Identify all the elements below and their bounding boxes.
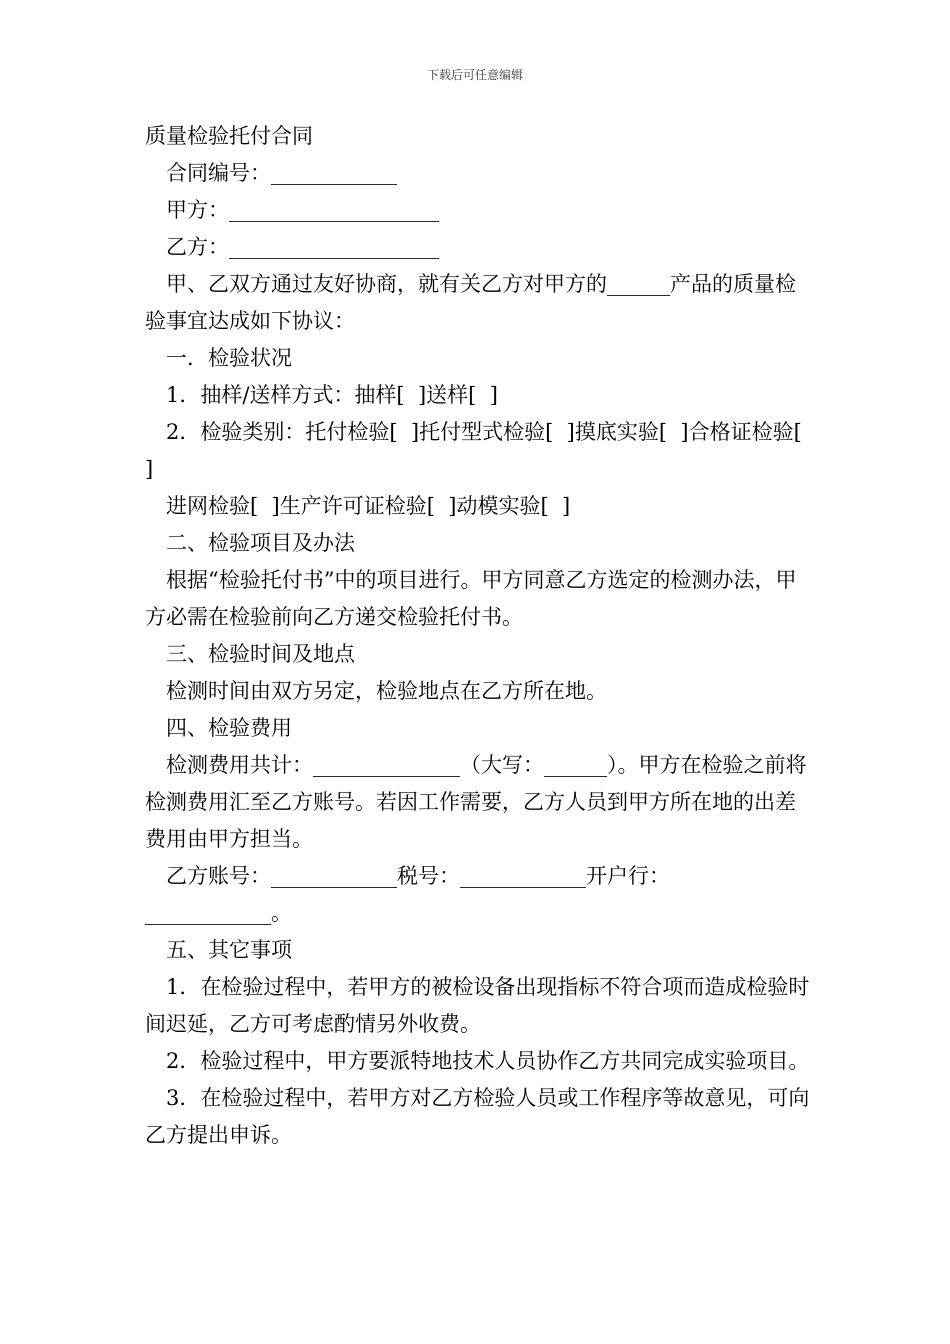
document-body (145, 118, 816, 1154)
section-4-heading: 四、检验费用 (166, 716, 292, 740)
section-4-paragraph: 检测费用共计：______________（大写：______）。甲方在检验之前将检测费用汇至乙方账号。若因工作需要，乙方人员到甲方所在地的出差费用由甲方担当。 (145, 753, 807, 851)
section-5-item-1: 1．在检验过程中，若甲方的被检设备出现指标不符合项而造成检验时间迟延，乙方可考虑酌情另外收费。 (145, 975, 810, 1036)
section-1-item-2: 2．检验类别：托付检验[ ]托付型式检验[ ]摸底实验[ ]合格证检验[ ] (145, 420, 816, 481)
section-3-heading: 三、检验时间及地点 (166, 642, 355, 666)
section-2-paragraph: 根据“检验托付书”中的项目进行。甲方同意乙方选定的检测办法，甲方必需在检验前向乙方递交检验托付书。 (145, 568, 797, 629)
section-5-item-2: 2．检验过程中，甲方要派特地技术人员协作乙方共同完成实验项目。 (166, 1049, 810, 1073)
section-1-item-3: 进网检验[ ]生产许可证检验[ ]动模实验[ ] (166, 494, 571, 518)
section-4-account-line: 乙方账号：____________税号：____________开户行：____________。 (145, 864, 670, 925)
contract-number-line: 合同编号：____________ (166, 161, 397, 185)
intro-paragraph: 甲、乙双方通过友好协商，就有关乙方对甲方的______产品的质量检验事宜达成如下协议： (145, 272, 796, 333)
section-1-heading: 一．检验状况 (166, 346, 292, 370)
section-2-heading: 二、检验项目及办法 (166, 531, 355, 555)
document-title: 质量检验托付合同 (145, 124, 313, 148)
section-3-paragraph: 检测时间由双方另定，检验地点在乙方所在地。 (166, 679, 607, 703)
section-1-item-1: 1．抽样/送样方式：抽样[ ]送样[ ] (166, 383, 498, 407)
party-b-line: 乙方：____________________ (166, 235, 439, 259)
section-5-item-3: 3．在检验过程中，若甲方对乙方检验人员或工作程序等故意见，可向乙方提出申诉。 (145, 1086, 810, 1147)
section-5-heading: 五、其它事项 (166, 938, 292, 962)
header-note: 下载后可任意编辑 (426, 68, 523, 82)
party-a-line: 甲方：____________________ (166, 198, 439, 222)
